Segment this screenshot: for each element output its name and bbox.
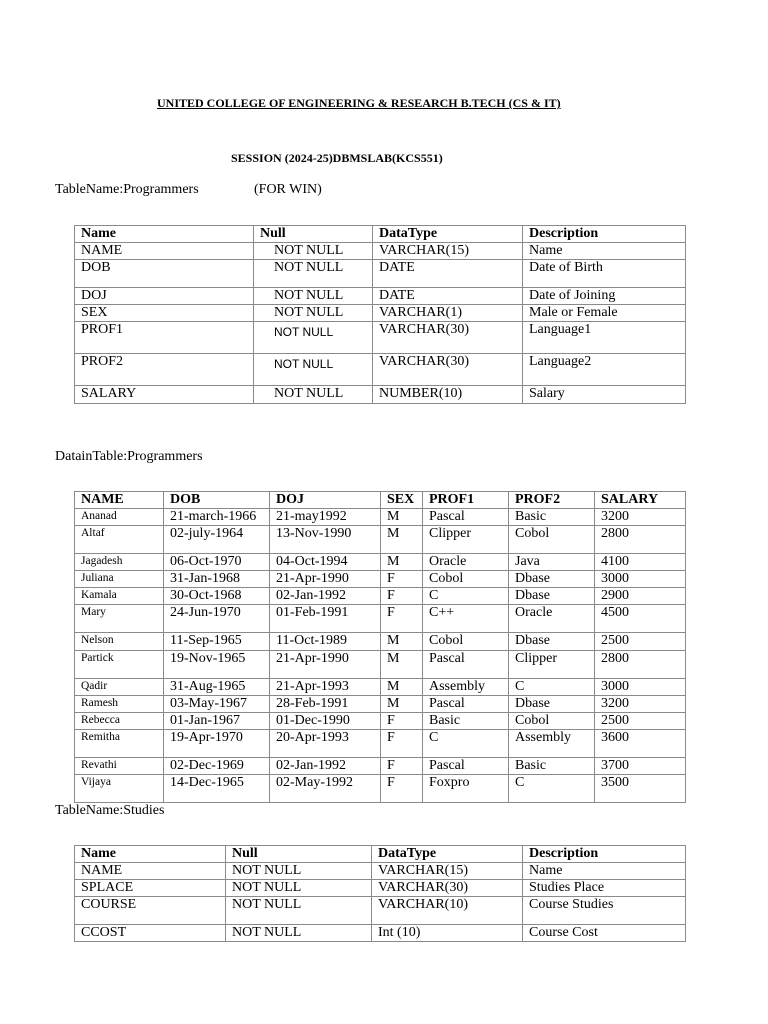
table-cell: NAME (75, 863, 226, 880)
table-cell: Vijaya (75, 775, 164, 803)
table-cell: 24-Jun-1970 (164, 605, 270, 633)
table-cell: SALARY (75, 386, 254, 404)
table-cell: 01-Jan-1967 (164, 713, 270, 730)
table-cell: Pascal (423, 696, 509, 713)
table-cell: Cobol (509, 713, 595, 730)
table-cell: NOT NULL (254, 305, 373, 322)
table-row (75, 758, 686, 775)
table-cell: 21-Apr-1990 (270, 571, 381, 588)
table-cell: C++ (423, 605, 509, 633)
table-row (75, 880, 686, 897)
table-cell: NOT NULL (254, 386, 373, 404)
table-cell: VARCHAR(30) (372, 880, 523, 897)
table-cell: 19-Nov-1965 (164, 651, 270, 679)
table-row (75, 588, 686, 605)
table-cell: Remitha (75, 730, 164, 758)
table-cell: Ananad (75, 509, 164, 526)
college-title: UNITED COLLEGE OF ENGINEERING & RESEARCH B.TECH (CS & IT) (157, 96, 561, 110)
table-cell: 28-Feb-1991 (270, 696, 381, 713)
table-cell: M (381, 509, 423, 526)
table-cell: Nelson (75, 633, 164, 651)
table-row (75, 679, 686, 696)
table-cell: 2500 (595, 633, 686, 651)
table-cell: F (381, 605, 423, 633)
column-header: Null (226, 846, 372, 863)
table-cell: 20-Apr-1993 (270, 730, 381, 758)
table-cell: F (381, 758, 423, 775)
table-cell: 19-Apr-1970 (164, 730, 270, 758)
table-cell: C (509, 775, 595, 803)
programmers-table-caption: TableName:Programmers (55, 182, 199, 197)
table-row (75, 775, 686, 803)
table-cell: M (381, 633, 423, 651)
table-row (75, 260, 686, 288)
table-row (75, 863, 686, 880)
table-cell: Date of Birth (523, 260, 686, 288)
table-cell: NOT NULL (254, 243, 373, 260)
table-row (75, 322, 686, 354)
table-row (75, 554, 686, 571)
table-cell: C (509, 679, 595, 696)
table-row (75, 386, 686, 404)
table-cell: F (381, 730, 423, 758)
table-cell: M (381, 526, 423, 554)
table-cell: 2800 (595, 651, 686, 679)
table-cell: Ramesh (75, 696, 164, 713)
table-cell: NOT NULL (226, 880, 372, 897)
table-cell: Java (509, 554, 595, 571)
table-cell: SEX (75, 305, 254, 322)
table-cell: Altaf (75, 526, 164, 554)
table-cell: 3500 (595, 775, 686, 803)
table-cell: Juliana (75, 571, 164, 588)
table-cell: 3200 (595, 696, 686, 713)
table-row (75, 633, 686, 651)
table-cell: NOT NULL (254, 354, 373, 386)
table-cell: Dbase (509, 588, 595, 605)
table-cell: NOT NULL (226, 897, 372, 925)
table-cell: Partick (75, 651, 164, 679)
table-cell: 01-Feb-1991 (270, 605, 381, 633)
table-cell: Revathi (75, 758, 164, 775)
table-cell: M (381, 696, 423, 713)
table-row (75, 526, 686, 554)
table-cell: DATE (373, 288, 523, 305)
table-cell: 04-Oct-1994 (270, 554, 381, 571)
table-cell: NAME (75, 243, 254, 260)
table-cell: Mary (75, 605, 164, 633)
table-cell: DOJ (75, 288, 254, 305)
table-cell: 14-Dec-1965 (164, 775, 270, 803)
table-cell: NOT NULL (226, 863, 372, 880)
table-cell: 06-Oct-1970 (164, 554, 270, 571)
table-cell: Cobol (423, 571, 509, 588)
table-cell: F (381, 588, 423, 605)
table-cell: VARCHAR(15) (373, 243, 523, 260)
table-cell: 11-Oct-1989 (270, 633, 381, 651)
column-header: DataType (372, 846, 523, 863)
table-cell: Name (523, 243, 686, 260)
table-cell: VARCHAR(30) (373, 322, 523, 354)
table-cell: NOT NULL (226, 925, 372, 942)
table-cell: 3600 (595, 730, 686, 758)
table-cell: 21-may1992 (270, 509, 381, 526)
table-cell: 21-march-1966 (164, 509, 270, 526)
table-cell: VARCHAR(1) (373, 305, 523, 322)
table-cell: 2900 (595, 588, 686, 605)
table-cell: Pascal (423, 509, 509, 526)
table-cell: M (381, 679, 423, 696)
table-cell: Cobol (423, 633, 509, 651)
programmers-data-table (74, 491, 686, 803)
table-cell: Clipper (423, 526, 509, 554)
studies-schema-table (74, 845, 686, 942)
column-header: PROF2 (509, 492, 595, 509)
table-row (75, 605, 686, 633)
table-cell: Int (10) (372, 925, 523, 942)
table-cell: 2800 (595, 526, 686, 554)
table-cell: 02-Dec-1969 (164, 758, 270, 775)
table-cell: 3200 (595, 509, 686, 526)
column-header: PROF1 (423, 492, 509, 509)
column-header: SEX (381, 492, 423, 509)
table-cell: DATE (373, 260, 523, 288)
table-cell: Qadir (75, 679, 164, 696)
table-cell: NOT NULL (254, 260, 373, 288)
table-cell: 31-Jan-1968 (164, 571, 270, 588)
table-cell: 21-Apr-1990 (270, 651, 381, 679)
table-row (75, 651, 686, 679)
table-cell: PROF2 (75, 354, 254, 386)
table-cell: Assembly (423, 679, 509, 696)
column-header: DOJ (270, 492, 381, 509)
table-row (75, 730, 686, 758)
table-cell: C (423, 730, 509, 758)
table-cell: F (381, 571, 423, 588)
table-header-row (75, 846, 686, 863)
table-row (75, 354, 686, 386)
table-cell: 31-Aug-1965 (164, 679, 270, 696)
table-header-row (75, 226, 686, 243)
table-cell: Date of Joining (523, 288, 686, 305)
table-cell: Language1 (523, 322, 686, 354)
table-cell: Dbase (509, 696, 595, 713)
table-cell: Dbase (509, 633, 595, 651)
table-cell: Basic (509, 509, 595, 526)
table-cell: 2500 (595, 713, 686, 730)
table-row (75, 925, 686, 942)
studies-table-caption: TableName:Studies (55, 803, 165, 818)
table-cell: M (381, 554, 423, 571)
table-cell: Jagadesh (75, 554, 164, 571)
table-cell: Cobol (509, 526, 595, 554)
table-cell: 02-Jan-1992 (270, 758, 381, 775)
table-row (75, 509, 686, 526)
table-row (75, 713, 686, 730)
table-cell: NOT NULL (254, 288, 373, 305)
table-cell: M (381, 651, 423, 679)
table-row (75, 696, 686, 713)
table-cell: Studies Place (523, 880, 686, 897)
table-cell: F (381, 775, 423, 803)
table-row (75, 571, 686, 588)
table-header-row (75, 492, 686, 509)
table-cell: Course Cost (523, 925, 686, 942)
data-table-caption: DatainTable:Programmers (55, 449, 203, 464)
table-cell: Dbase (509, 571, 595, 588)
column-header: Description (523, 226, 686, 243)
table-cell: Male or Female (523, 305, 686, 322)
table-cell: Basic (423, 713, 509, 730)
table-cell: Salary (523, 386, 686, 404)
table-cell: C (423, 588, 509, 605)
table-cell: 3700 (595, 758, 686, 775)
table-cell: Clipper (509, 651, 595, 679)
column-header: Name (75, 846, 226, 863)
table-cell: Oracle (423, 554, 509, 571)
table-cell: 30-Oct-1968 (164, 588, 270, 605)
table-cell: VARCHAR(10) (372, 897, 523, 925)
table-cell: CCOST (75, 925, 226, 942)
table-cell: 4500 (595, 605, 686, 633)
table-cell: Pascal (423, 651, 509, 679)
table-cell: COURSE (75, 897, 226, 925)
table-cell: NOT NULL (254, 322, 373, 354)
table-cell: NUMBER(10) (373, 386, 523, 404)
table-cell: 3000 (595, 679, 686, 696)
table-cell: SPLACE (75, 880, 226, 897)
programmers-schema-table (74, 225, 686, 404)
table-cell: Rebecca (75, 713, 164, 730)
table-row (75, 288, 686, 305)
table-cell: 03-May-1967 (164, 696, 270, 713)
table-cell: 01-Dec-1990 (270, 713, 381, 730)
table-cell: F (381, 713, 423, 730)
table-cell: VARCHAR(15) (372, 863, 523, 880)
platform-note: (FOR WIN) (254, 182, 322, 197)
column-header: DataType (373, 226, 523, 243)
table-cell: Assembly (509, 730, 595, 758)
table-cell: 11-Sep-1965 (164, 633, 270, 651)
table-row (75, 243, 686, 260)
table-row (75, 897, 686, 925)
table-cell: Name (523, 863, 686, 880)
column-header: Null (254, 226, 373, 243)
column-header: NAME (75, 492, 164, 509)
column-header: SALARY (595, 492, 686, 509)
table-cell: 02-May-1992 (270, 775, 381, 803)
column-header: Description (523, 846, 686, 863)
table-cell: Foxpro (423, 775, 509, 803)
table-cell: 21-Apr-1993 (270, 679, 381, 696)
session-heading: SESSION (2024-25)DBMSLAB(KCS551) (231, 151, 443, 165)
table-cell: 02-july-1964 (164, 526, 270, 554)
table-cell: Pascal (423, 758, 509, 775)
table-cell: 13-Nov-1990 (270, 526, 381, 554)
table-cell: Course Studies (523, 897, 686, 925)
table-row (75, 305, 686, 322)
table-cell: Basic (509, 758, 595, 775)
column-header: Name (75, 226, 254, 243)
table-cell: 4100 (595, 554, 686, 571)
column-header: DOB (164, 492, 270, 509)
table-cell: Oracle (509, 605, 595, 633)
table-cell: 02-Jan-1992 (270, 588, 381, 605)
table-cell: 3000 (595, 571, 686, 588)
table-cell: Kamala (75, 588, 164, 605)
table-cell: VARCHAR(30) (373, 354, 523, 386)
table-cell: PROF1 (75, 322, 254, 354)
table-cell: Language2 (523, 354, 686, 386)
table-cell: DOB (75, 260, 254, 288)
